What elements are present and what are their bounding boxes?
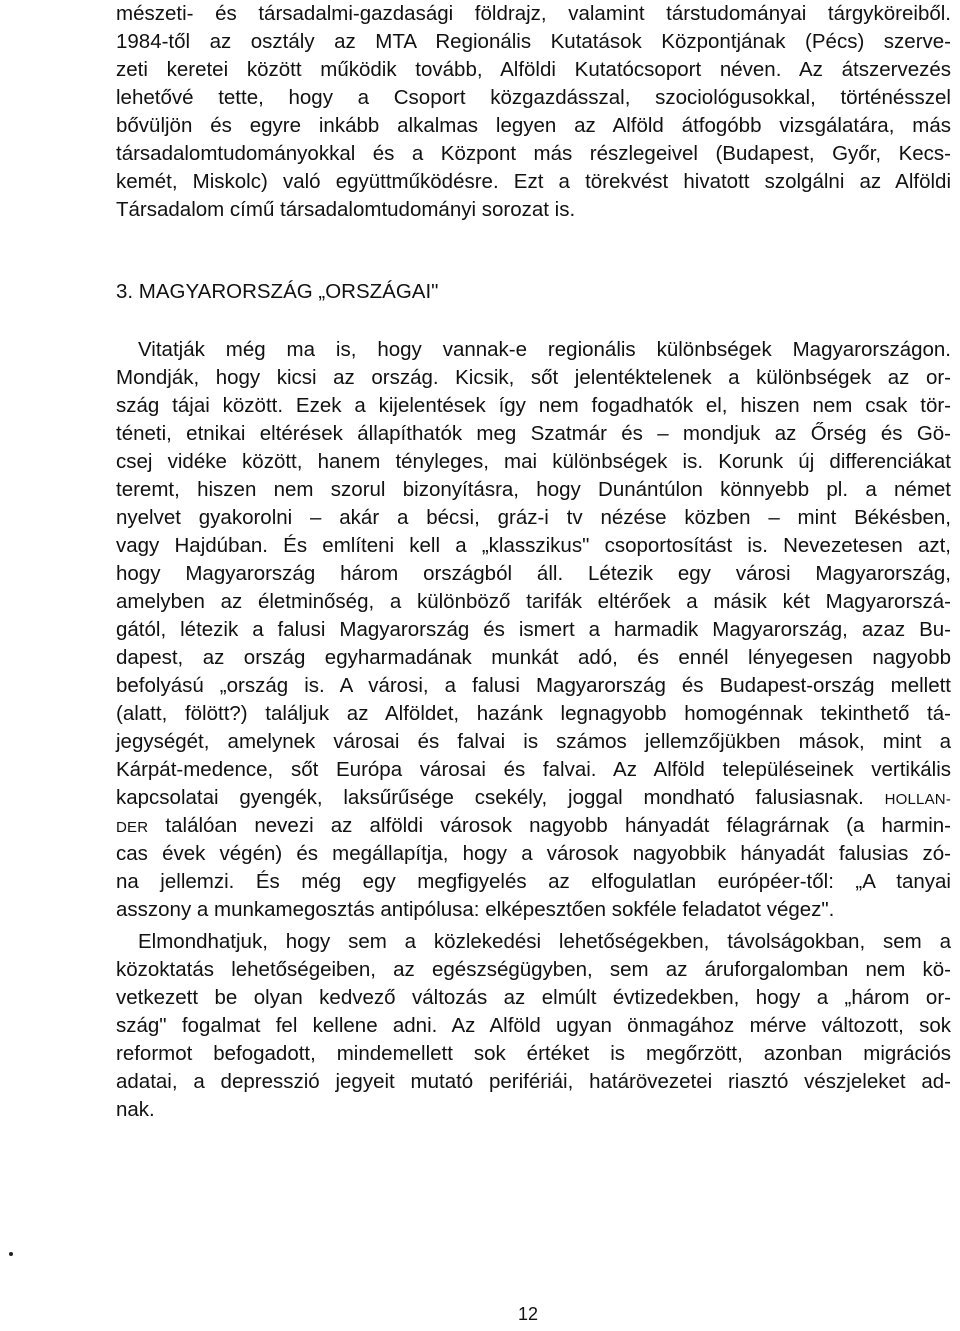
text-line: hogy Magyarország három országból áll. Létezik egy városi Magyarország, [116,562,951,585]
text-line: Elmondhatjuk, hogy sem a közlekedési lehetőségekben, távolságokban, sem a [138,930,951,953]
stray-mark [9,1252,13,1256]
text-line: csej vidéke között, hanem tényleges, mai különbségek is. Korunk új differenciákat [116,450,951,473]
text-line: (alatt, fölött?) találjuk az Alföldet, hazánk legnagyobb homogénnak tekinthető tá- [116,702,951,725]
section-heading: 3. MAGYARORSZÁG „ORSZÁGAI" [116,280,439,303]
text-line: Társadalom című társadalomtudományi sorozat is. [116,198,576,221]
text-line: asszony a munkamegosztás antipólusa: elképesztően sokféle feladatot végez". [116,898,835,921]
text-line: Mondják, hogy kicsi az ország. Kicsik, sőt jelentéktelenek a különbségek az or- [116,366,951,389]
page-number: 12 [517,1304,539,1324]
text-line: adatai, a depresszió jegyeit mutató perifériái, határövezetei riasztó vészjeleket ad- [116,1070,951,1093]
text-line: téneti, etnikai eltérések állapíthatók meg Szatmár és – mondjuk az Őrség és Gö- [116,422,951,445]
text-line: bővüljön és egyre inkább alkalmas legyen az Alföld átfogóbb vizsgálatára, más [116,114,951,137]
text-line: közoktatás lehetőségeiben, az egészségügyben, sem az áruforgalomban nem kö- [116,958,951,981]
text-line: befolyású „ország is. A városi, a falusi Magyarország és Budapest-ország mellett [116,674,951,697]
author-name: DER [116,819,149,836]
text-line: dapest, az ország egyharmadának munkát adó, és ennél lényegesen nagyobb [116,646,951,669]
text-line: társadalomtudományokkal és a Központ más részlegeivel (Budapest, Győr, Kecs- [116,142,951,165]
text-line: 1984-től az osztály az MTA Regionális Kutatások Központjának (Pécs) szerve- [116,30,951,53]
text-line: zeti keretei között működik tovább, Alföldi Kutatócsoport néven. Az átszervezés [116,58,951,81]
text-segment: találóan nevezi az alföldi városok nagyobb hányadát félagrárnak (a harmin- [148,814,951,837]
author-name: HOLLAN- [884,791,952,808]
text-line: nak. [116,1098,155,1121]
text-line: vagy Hajdúban. És említeni kell a „klasszikus" csoportosítást is. Nevezetesen azt, [116,534,951,557]
text-line: Vitatják még ma is, hogy vannak-e regionális különbségek Magyarországon. [138,338,951,361]
text-line: na jellemzi. És még egy megfigyelés az elfogulatlan európéer-től: „A tanyai [116,870,951,893]
text-line: mészeti- és társadalmi-gazdasági földrajz, valamint társtudományai tárgyköreiből. [116,2,951,25]
text-line: gától, létezik a falusi Magyarország és ismert a harmadik Magyarország, azaz Bu- [116,618,951,641]
text-line: cas évek végén) és megállapítja, hogy a városok nagyobbik hányadát falusias zó- [116,842,951,865]
text-line: Kárpát-medence, sőt Európa városai és falvai. Az Alföld településeinek vertikális [116,758,951,781]
text-line: lehetővé tette, hogy a Csoport közgazdásszal, szociológusokkal, történésszel [116,86,951,109]
text-line [116,812,951,840]
text-line: amelyben az életminőség, a különböző tarifák eltérőek a másik két Magyarorszá- [116,590,951,613]
text-line [116,784,951,812]
text-line: reformot befogadott, mindemellett sok értéket is megőrzött, azonban migrációs [116,1042,951,1065]
text-line: vetkezett be olyan kedvező változás az elmúlt évtizedekben, hogy a „három or- [116,986,951,1009]
text-line: nyelvet gyakorolni – akár a bécsi, gráz-i tv nézése közben – mint Békésben, [116,506,951,529]
text-line: kemét, Miskolc) való együttműködésre. Ezt a törekvést hivatott szolgálni az Alföldi [116,170,951,193]
text-line: szág tájai között. Ezek a kijelentések így nem fogadhatók el, hiszen nem csak tör- [116,394,951,417]
text-line: jegységét, amelynek városai és falvai is számos jellemzőjükben mások, mint a [116,730,951,753]
text-segment: kapcsolatai gyengék, laksűrűsége csekély, joggal mondható falusiasnak. [116,786,864,809]
text-line: szág" fogalmat fel kellene adni. Az Alföld ugyan önmagához mérve változott, sok [116,1014,951,1037]
text-line: teremt, hiszen nem szorul bizonyításra, hogy Dunántúlon könnyebb pl. a német [116,478,951,501]
